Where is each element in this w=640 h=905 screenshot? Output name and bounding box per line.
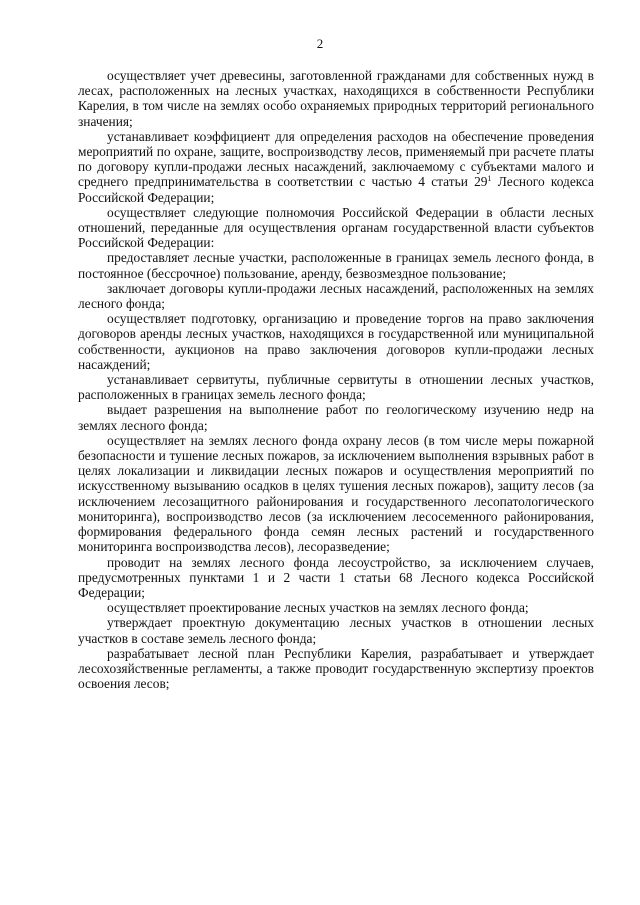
page-number: 2 — [316, 36, 324, 51]
document-body — [78, 68, 594, 691]
paragraph-4: предоставляет лесные участки, расположенные в границах земель лесного фонда, в постоянное (бессрочное) пользование, аренду, безвозмездное пользование; — [78, 250, 594, 281]
paragraph-12: утверждает проектную документацию лесных участков в отношении лесных участков в составе земель лесного фонда; — [78, 615, 594, 646]
paragraph-1: осуществляет учет древесины, заготовленной гражданами для собственных нужд в лесах, расположенных на лесных участках, находящихся в собственности Республики Карелия, в том числе на землях особо охраняемых природных территорий регионального значения; — [78, 68, 594, 129]
paragraph-5: заключает договоры купли-продажи лесных насаждений, расположенных на землях лесного фонда; — [78, 280, 594, 312]
paragraph-2-text-end: Лесного кодекса Российской Федерации; — [78, 174, 594, 205]
paragraph-6: осуществляет подготовку, организацию и проведение торгов на право заключения договоров аренды лесных участков, находящихся в государственной или муниципальной собственности, аукционов на право заключения договоров купли-продажи лесных насаждений; — [78, 311, 594, 372]
paragraph-7: устанавливает сервитуты, публичные сервитуты в отношении лесных участков, расположенных в границах земель лесного фонда; — [78, 372, 594, 403]
paragraph-8: выдает разрешения на выполнение работ по геологическому изучению недр на землях лесного фонда; — [78, 402, 594, 433]
paragraph-2-text: устанавливает коэффициент для определения расходов на обеспечение проведения мероприятий по охране, защите, воспроизводству лесов, применяемый при расчете платы по договору купли-продажи лесных насаждений, заключаемому с субъектами малого и среднего предпринимательства в соответствии с частью 4 статьи 29 — [78, 128, 594, 190]
footnote-superscript: 1 — [487, 174, 492, 184]
paragraph-3: осуществляет следующие полномочия Российской Федерации в области лесных отношений, переданные для осуществления органам государственной власти субъектов Российской Федерации: — [78, 204, 594, 251]
paragraph-10: проводит на землях лесного фонда лесоустройство, за исключением случаев, предусмотренных пунктами 1 и 2 части 1 статьи 68 Лесного кодекса Российской Федерации; — [78, 554, 594, 600]
paragraph-9: осуществляет на землях лесного фонда охрану лесов (в том числе меры пожарной безопасности и тушение лесных пожаров, за исключением выполнения взрывных работ в целях локализации и ликвидации лесных пожаров и осуществления мероприятий по искусственному вызыванию осадков в целях тушения лесных пожаров), защиту лесов (за исключением лесозащитного районирования и государственного лесопатологического мониторинга), воспроизводство лесов (за исключением лесосеменного районирования, формирования федерального фонда семян лесных растений и государственного мониторинга воспроизводства лесов), лесоразведение; — [78, 432, 594, 555]
paragraph-13: разрабатывает лесной план Республики Карелия, разрабатывает и утверждает лесохозяйственные регламенты, а также проводит государственную экспертизу проектов освоения лесов; — [78, 645, 594, 692]
paragraph-2 — [78, 129, 594, 205]
paragraph-11: осуществляет проектирование лесных участков на землях лесного фонда; — [107, 600, 529, 616]
